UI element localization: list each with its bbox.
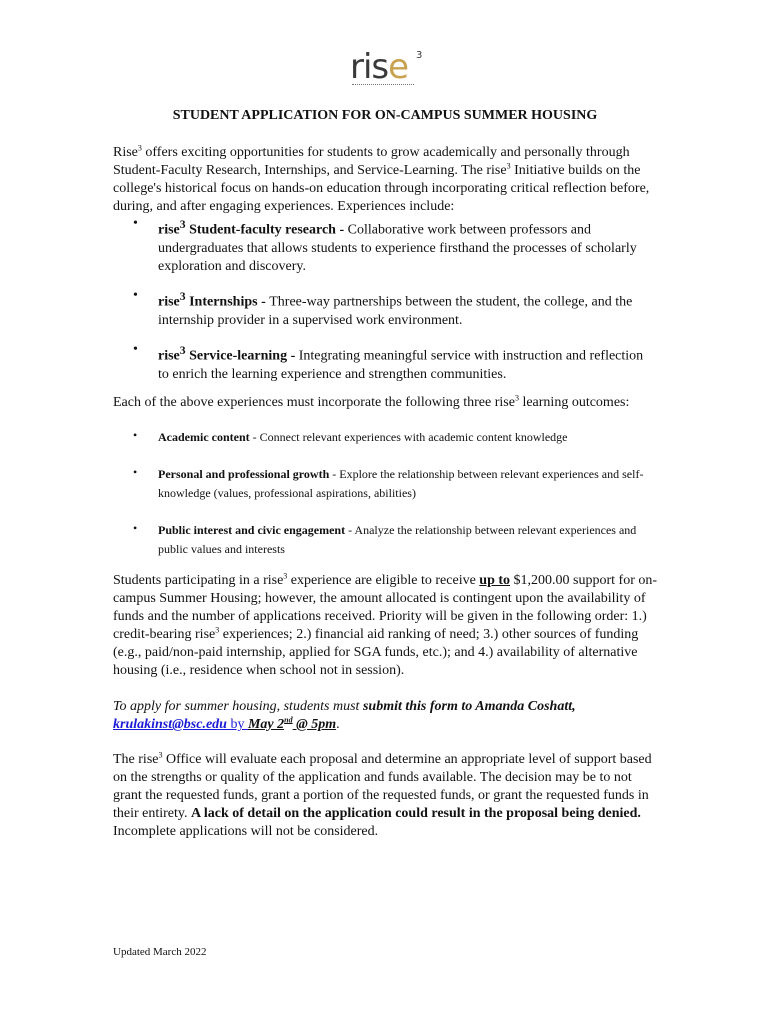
logo-superscript: 3 [416, 50, 423, 61]
eligibility-paragraph: Students participating in a rise$^3$ experience are eligible to receive up to $1,200.00 support for on-campus Summer Housing; however, the amount allocated is contingent upon the availability of funds and the number of applications received. Priority will be given in the following order: 1.) credit-bearing rise$^3$ experiences; 2.) financial aid ranking of need; 3.) other sources of funding (e.g., paid/non-paid internship, applied for SGA funds, etc.); and 4.) availability of alternative housing (i.e., residence when school not in session). [113, 571, 658, 678]
updated-note: Updated March 2022 [113, 946, 207, 958]
logo-tagline-rule [352, 84, 414, 88]
bullet-icon: • [133, 428, 138, 442]
intro-paragraph: Rise$^3$ offers exciting opportunities for students to grow academically and personally through Student-Faculty Research, Internships, and Service-Learning. The rise$^3$ Initiative builds on the college's historical focus on hands-on education through incorporating critical reflection before, during, and after engaging experiences. Experiences include: [113, 143, 650, 214]
bullet-icon: • [133, 288, 138, 303]
outcomes-intro: Each of the above experiences must incorporate the following three rise$^3$ learning outcomes: [113, 393, 630, 410]
email-link[interactable]: krulakinst@bsc.edu [113, 717, 227, 732]
evaluation-paragraph: The rise$^3$ Office will evaluate each proposal and determine an appropriate level of support based on the strengths or quality of the application and funds available. The decision may be to not grant the requested funds, grant a portion of the requested funds, or grant the requested funds in their entirety. A lack of detail on the application could result in the proposal being denied. Incomplete applications will not be considered. [113, 750, 652, 839]
bullet-icon: • [133, 521, 138, 535]
page-title: STUDENT APPLICATION FOR ON-CAMPUS SUMMER HOUSING [172, 108, 598, 123]
rise3-logo [350, 48, 430, 92]
bullet-icon: • [133, 465, 138, 479]
apply-instructions: To apply for summer housing, students must submit this form to Amanda Coshatt, krulakinst@bsc.edu by May 2nd @ 5pm. [113, 699, 576, 732]
bullet-icon: • [133, 342, 138, 357]
document-page: rise 3 STUDENT APPLICATION FOR ON-CAMPUS SUMMER HOUSING Rise$^3$ offers exciting opportunities for students to grow academically and personally through Student-Faculty Research, Internships, and Service-Learning. The rise$^3$ Initiative builds on the college's historical focus on hands-on education through incorporating critical reflection before, during, and after engaging experiences. Experiences include: • rise$^3$ Student-faculty research - Collaborative work between professors and undergraduates that allows students to experience firsthand the processes of scholarly exploration and discovery. • rise$^3$ Internships - Three-way partnerships between the student, the college, and the internship provider in a supervised work environment. • rise$^3$ Service-learning - Integrating meaningful service with instruction and reflection to enrich the learning experience and strengthen communities. Each of the above experiences must incorporate the following three rise$^3$ learning outcomes: • Academic content - Connect relevant experiences with academic content knowledge • Personal and professional growth - Explore the relationship between relevant experiences and self-knowledge (values, professional aspirations, abilities) • Public interest and civic engagement - Analyze the relationship between relevant experiences and public values and interests Students participating in a rise$^3$ experience are eligible to receive up to $1,200.00 support for on-campus Summer Housing; however, the amount allocated is contingent upon the availability of funds and the number of applications received. Priority will be given in the following order: 1.) credit-bearing rise$^3$ experiences; 2.) financial aid ranking of need; 3.) other sources of funding (e.g., paid/non-paid internship, applied for SGA funds, etc.); and 4.) availability of alternative housing (i.e., residence when school not in session). To apply for summer housing, students must submit this form to Amanda Coshatt, krulakinst@bsc.edu by May 2nd @ 5pm. The rise$^3$ Office will evaluate each proposal and determine an appropriate level of support based on the strengths or quality of the application and funds available. The decision may be to not grant the requested funds, grant a portion of the requested funds, or grant the requested funds in their entirety. A lack of detail on the application could result in the proposal being denied. Incomplete applications will not be considered. Updated March 2022 [0, 0, 770, 1024]
bullet-icon: • [133, 216, 138, 231]
logo-wordmark: rise [350, 47, 409, 87]
